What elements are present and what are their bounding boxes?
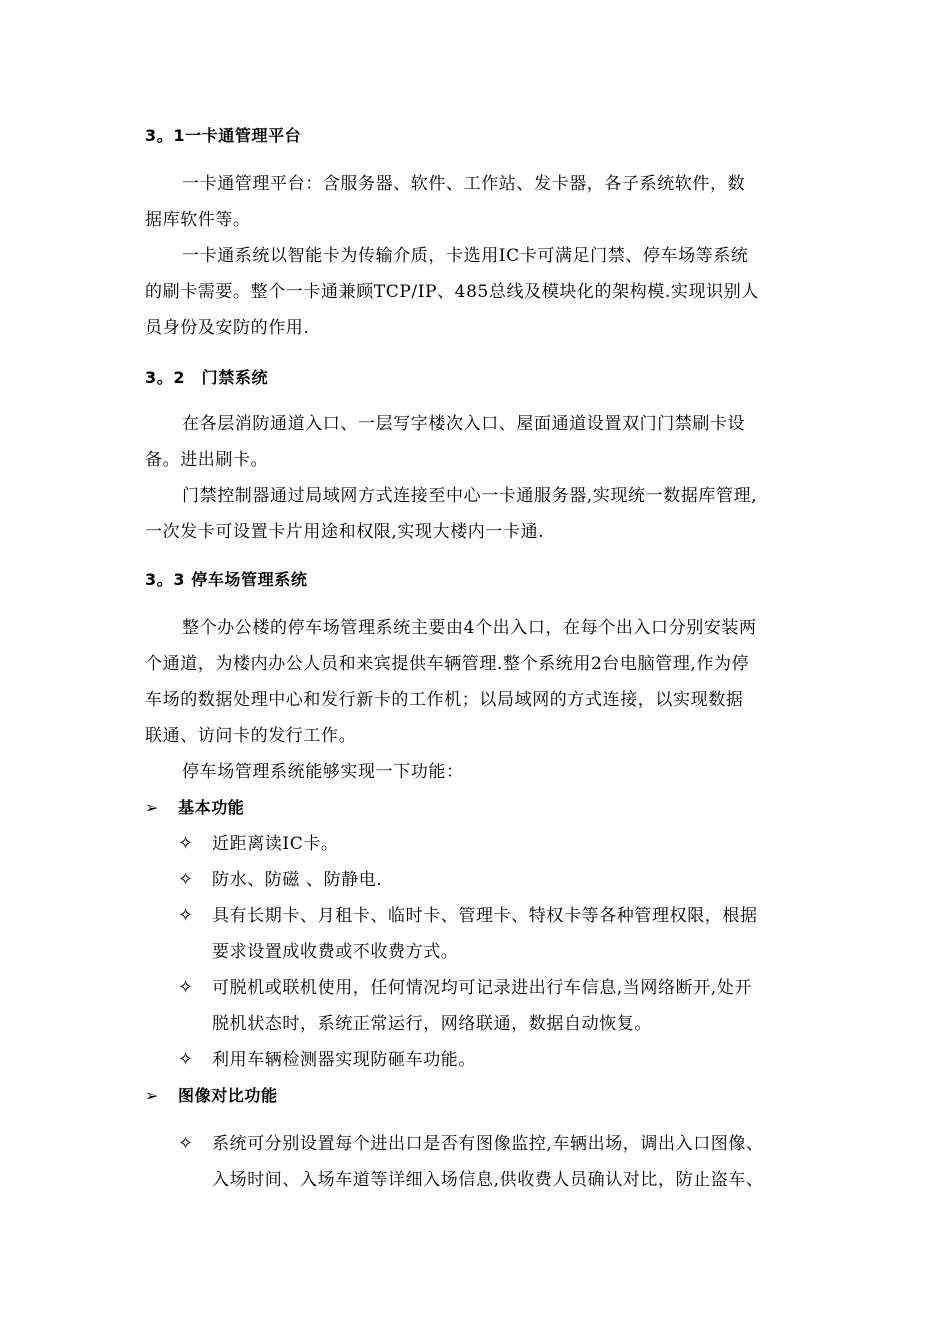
feature-item: 近距离读IC卡。 — [212, 834, 339, 854]
feature-item-continuation: 要求设置成收费或不收费方式。 — [212, 942, 459, 962]
feature-item: 利用车辆检测器实现防砸车功能。 — [212, 1050, 476, 1070]
section-heading-3-1: 3。1一卡通管理平台 — [145, 126, 302, 145]
feature-group-title: 基本功能 — [178, 798, 245, 817]
feature-item: 具有长期卡、月租卡、临时卡、管理卡、特权卡等各种管理权限，根据 — [212, 906, 758, 926]
paragraph-line: 一卡通系统以智能卡为传输介质，卡选用IC卡可满足门禁、停车场等系统 — [182, 246, 749, 266]
section-heading-3-3: 3。3 停车场管理系统 — [145, 570, 308, 589]
paragraph-line: 车场的数据处理中心和发行新卡的工作机；以局域网的方式连接，以实现数据 — [145, 690, 744, 710]
paragraph-line: 个通道，为楼内办公人员和来宾提供车辆管理.整个系统用2台电脑管理,作为停 — [145, 654, 750, 674]
feature-item: 防水、防磁 、防静电. — [212, 870, 383, 890]
diamond-star-bullet-icon: ✧ — [178, 1133, 194, 1154]
paragraph-line: 的刷卡需要。整个一卡通兼顾TCP/IP、485总线及模块化的架构模.实现识别人 — [145, 282, 759, 302]
paragraph-line: 据库软件等。 — [145, 210, 251, 230]
paragraph-line: 联通、访问卡的发行工作。 — [145, 726, 357, 746]
paragraph-line: 停车场管理系统能够实现一下功能： — [182, 762, 464, 782]
paragraph-line: 在各层消防通道入口、一层写字楼次入口、屋面通道设置双门门禁刷卡设 — [182, 414, 746, 434]
diamond-star-bullet-icon: ✧ — [178, 1049, 194, 1070]
paragraph-line: 员身份及安防的作用. — [145, 318, 310, 338]
feature-item-continuation: 入场时间、入场车道等详细入场信息,供收费人员确认对比，防止盗车、 — [212, 1170, 764, 1190]
paragraph-line: 整个办公楼的停车场管理系统主要由4个出入口，在每个出入口分别安装两 — [182, 618, 757, 638]
diamond-star-bullet-icon: ✧ — [178, 869, 194, 890]
diamond-star-bullet-icon: ✧ — [178, 833, 194, 854]
diamond-star-bullet-icon: ✧ — [178, 977, 194, 998]
feature-group-title: 图像对比功能 — [178, 1086, 278, 1105]
diamond-star-bullet-icon: ✧ — [178, 905, 194, 926]
paragraph-line: 门禁控制器通过局域网方式连接至中心一卡通服务器,实现统一数据库管理, — [182, 486, 758, 506]
paragraph-line: 一次发卡可设置卡片用途和权限,实现大楼内一卡通. — [145, 522, 545, 542]
feature-item: 可脱机或联机使用，任何情况均可记录进出行车信息,当网络断开,处开 — [212, 978, 753, 998]
arrow-bullet-icon: ➢ — [145, 1086, 159, 1105]
feature-item: 系统可分别设置每个进出口是否有图像监控,车辆出场，调出入口图像、 — [212, 1134, 764, 1154]
feature-item-continuation: 脱机状态时，系统正常运行，网络联通，数据自动恢复。 — [212, 1014, 652, 1034]
paragraph-line: 备。进出刷卡。 — [145, 450, 269, 470]
paragraph-line: 一卡通管理平台：含服务器、软件、工作站、发卡器，各子系统软件，数 — [182, 174, 746, 194]
arrow-bullet-icon: ➢ — [145, 798, 159, 817]
section-heading-3-2: 3。2 门禁系统 — [145, 368, 269, 387]
